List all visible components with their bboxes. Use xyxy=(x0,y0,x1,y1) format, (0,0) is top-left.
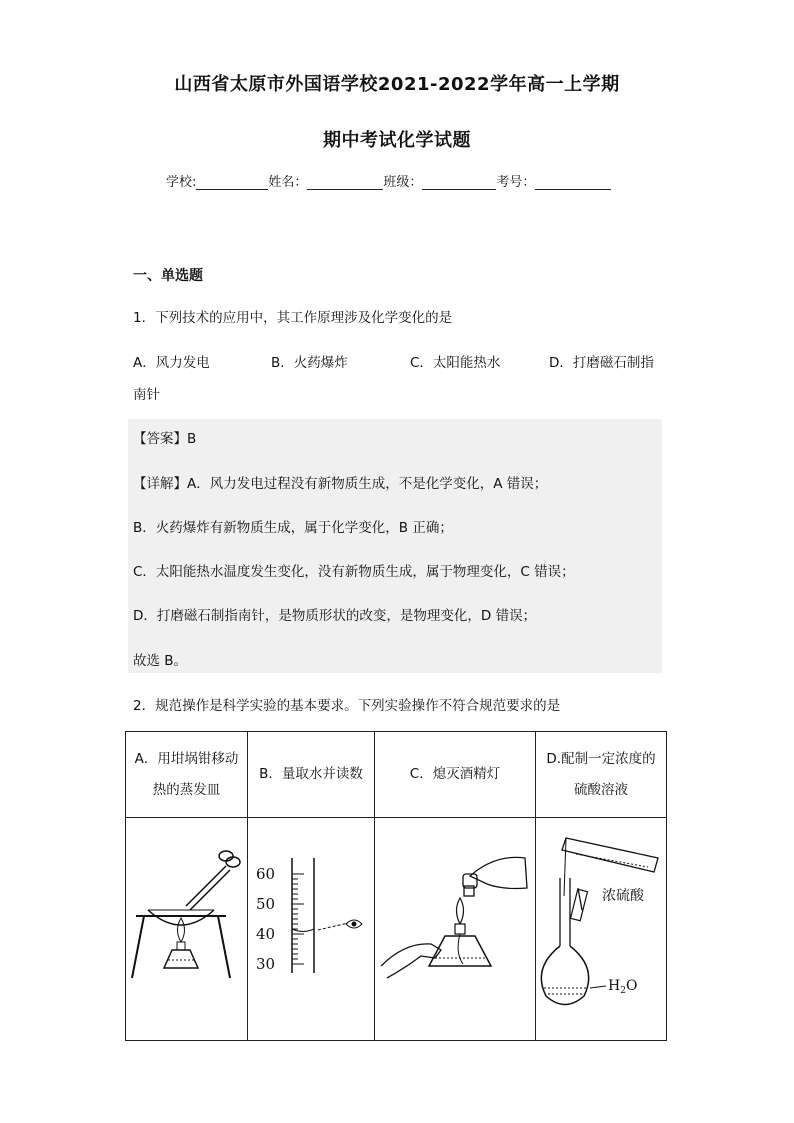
q1-option-b: B．火药爆炸 xyxy=(271,355,348,371)
q2-header-b: B．量取水并读数 xyxy=(248,732,375,818)
q1-detail-line: 【详解】A．风力发电过程没有新物质生成，不是化学变化，A 错误； xyxy=(133,476,548,492)
number-label: 考号： xyxy=(496,175,536,190)
q1-detail-line: D．打磨磁石制指南针，是物质形状的改变，是物理变化，D 错误； xyxy=(133,608,537,624)
q2-image-a xyxy=(126,818,248,1041)
tick-label-40: 40 xyxy=(256,925,276,943)
q1-option-d: D．打磨磁石制指 xyxy=(549,355,654,371)
exam-title-line2: 期中考试化学试题 xyxy=(323,130,471,151)
question-2-stem: 2．规范操作是科学实验的基本要求。下列实验操作不符合规范要求的是 xyxy=(133,698,561,714)
class-blank[interactable] xyxy=(422,175,496,190)
q2-header-a: A．用坩埚钳移动 热的蒸发皿 xyxy=(126,732,248,818)
question-1-stem: 1．下列技术的应用中，其工作原理涉及化学变化的是 xyxy=(133,310,453,326)
graduated-cylinder-reading-illustration xyxy=(248,818,374,1028)
tick-label-50: 50 xyxy=(256,895,276,913)
tick-label-30: 30 xyxy=(256,955,276,973)
q2-options-table xyxy=(125,731,667,1041)
class-label: 班级： xyxy=(383,175,423,190)
answer-box xyxy=(128,419,662,673)
q1-detail-line: 故选 B。 xyxy=(133,653,188,669)
extinguish-alcohol-lamp-illustration xyxy=(375,818,535,1028)
label-water-formula: $H_2O$ xyxy=(608,978,638,996)
student-info-row xyxy=(166,171,611,190)
q1-option-a: A．风力发电 xyxy=(133,355,210,371)
name-label: 姓名： xyxy=(268,175,308,190)
q1-detail-line: C．太阳能热水温度发生变化，没有新物质生成，属于物理变化，C 错误； xyxy=(133,564,575,580)
q2-header-d: D.配制一定浓度的 硫酸溶液 xyxy=(536,732,667,818)
school-label: 学校: xyxy=(166,175,197,190)
q2-image-b xyxy=(248,818,375,1041)
dilute-sulfuric-acid-illustration xyxy=(536,818,666,1028)
q2-image-c xyxy=(375,818,536,1041)
section-title: 一、单选题 xyxy=(133,268,203,284)
exam-title-line1: 山西省太原市外国语学校2021-2022学年高一上学期 xyxy=(174,74,620,95)
crucible-tongs-evaporating-dish-illustration xyxy=(126,818,247,1028)
q1-detail-line: B．火药爆炸有新物质生成，属于化学变化，B 正确； xyxy=(133,520,453,536)
name-blank[interactable] xyxy=(307,175,383,190)
tick-label-60: 60 xyxy=(256,865,276,883)
q1-option-c: C．太阳能热水 xyxy=(410,355,501,371)
school-blank[interactable] xyxy=(196,175,268,190)
label-concentrated-acid: 浓硫酸 xyxy=(602,888,644,904)
q1-answer: 【答案】B xyxy=(133,431,197,447)
q2-image-d xyxy=(536,818,667,1041)
q2-header-c: C．熄灭酒精灯 xyxy=(375,732,536,818)
q1-option-d-wrap: 南针 xyxy=(133,387,160,403)
number-blank[interactable] xyxy=(535,175,611,190)
